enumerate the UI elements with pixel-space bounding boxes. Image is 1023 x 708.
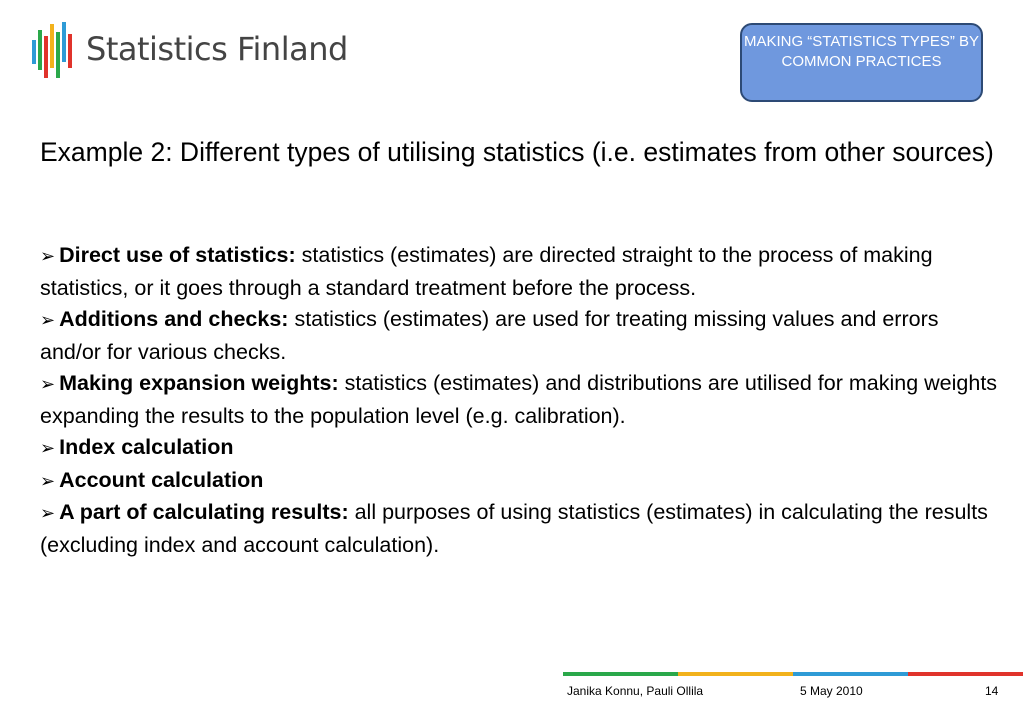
item-term: A part of calculating results:: [59, 500, 349, 524]
item-text: statistics (estimates) and distributions are utilised for making weights expanding the results to the population level (e.g. calibration).: [40, 371, 998, 428]
item-text: all purposes of using statistics (estimates) in calculating the results (excluding index and account calculation).: [40, 500, 988, 557]
item-term: Additions and checks:: [59, 307, 289, 331]
list-item: [40, 368, 1000, 432]
page-number: 14: [985, 684, 999, 698]
arrow-bullet-icon: ➢: [40, 310, 56, 330]
slide-heading: Example 2: Different types of utilising statistics (i.e. estimates from other sources): [40, 137, 994, 167]
statistics-finland-bars-icon: [30, 20, 76, 82]
footer-color-bar-red: [908, 672, 1023, 676]
list-item: [40, 240, 1000, 304]
footer-color-bar-green: [563, 672, 678, 676]
item-term: Direct use of statistics:: [59, 243, 296, 267]
topic-callout: MAKING “STATISTICS TYPES” BY COMMON PRACTICES: [740, 23, 983, 102]
footer-date: 5 May 2010: [800, 684, 863, 698]
item-text: statistics (estimates) are used for treating missing values and errors and/or for various checks.: [40, 307, 939, 364]
item-text: statistics (estimates) are directed straight to the process of making statistics, or it goes through a standard treatment before the process.: [40, 243, 933, 300]
item-term: Making expansion weights:: [59, 371, 339, 395]
bullet-list: [40, 240, 1000, 561]
list-item: [40, 497, 1000, 561]
list-item: [40, 304, 1000, 368]
list-item: [40, 465, 1000, 498]
list-item: [40, 432, 1000, 465]
footer-color-bar-yellow: [678, 672, 793, 676]
arrow-bullet-icon: ➢: [40, 246, 56, 266]
footer-color-bar-blue: [793, 672, 908, 676]
arrow-bullet-icon: ➢: [40, 470, 56, 491]
logo-wordmark: Statistics Finland: [86, 30, 348, 68]
arrow-bullet-icon: ➢: [40, 374, 56, 394]
footer-authors: Janika Konnu, Pauli Ollila: [567, 684, 704, 698]
item-term: Index calculation: [59, 435, 234, 459]
statistics-finland-logo: [30, 20, 360, 84]
item-term: Account calculation: [59, 467, 264, 492]
arrow-bullet-icon: ➢: [40, 503, 56, 523]
arrow-bullet-icon: ➢: [40, 438, 56, 458]
